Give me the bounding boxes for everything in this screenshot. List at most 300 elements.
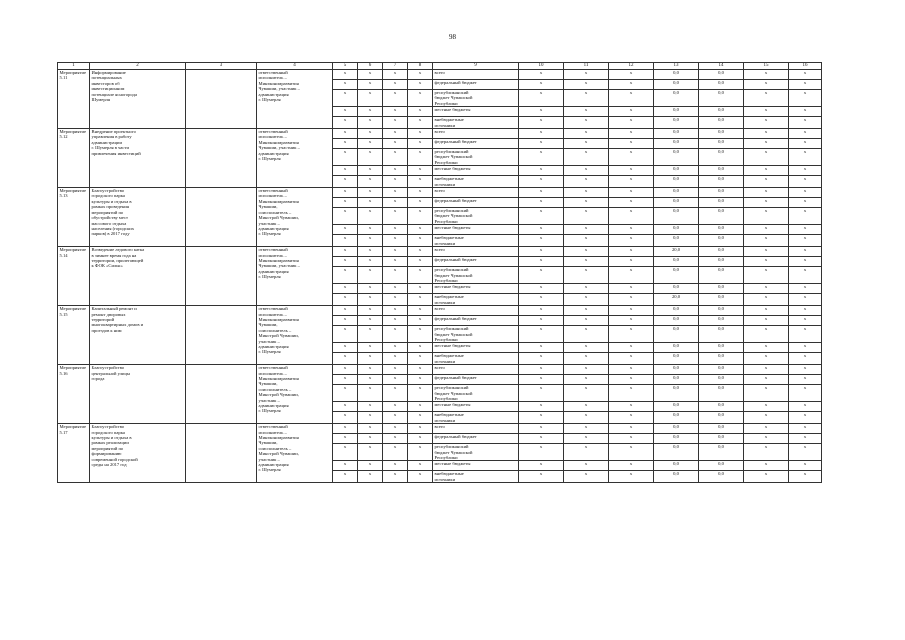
value-cell: x (564, 166, 609, 176)
budget-code-cell: x (383, 306, 408, 316)
value-cell: x (519, 166, 564, 176)
value-cell: x (744, 316, 789, 326)
budget-code-cell: x (408, 70, 433, 80)
value-cell: x (609, 208, 654, 225)
value-cell: x (609, 149, 654, 166)
value-cell: x (744, 257, 789, 267)
value-cell: x (789, 412, 822, 424)
budget-code-cell: x (383, 353, 408, 365)
value-cell: x (519, 461, 564, 471)
value-cell: 0,0 (699, 129, 744, 139)
budget-code-cell: x (333, 70, 358, 80)
value-cell: x (519, 198, 564, 208)
budget-code-cell: x (383, 166, 408, 176)
value-cell: x (744, 434, 789, 444)
budget-code-cell: x (358, 117, 383, 129)
value-cell: x (519, 294, 564, 306)
value-cell: x (519, 434, 564, 444)
value-cell: 0,0 (699, 176, 744, 188)
value-cell: x (789, 461, 822, 471)
value-cell: x (519, 257, 564, 267)
value-cell: x (609, 166, 654, 176)
budget-code-cell: x (383, 343, 408, 353)
value-cell: 0,0 (699, 247, 744, 257)
value-cell: x (519, 235, 564, 247)
event-name-cell: Информирование потенциальных инвесторов об инвестиционном потенциале ясногорода Шумерля (90, 70, 186, 129)
value-cell: x (789, 247, 822, 257)
value-cell: x (519, 247, 564, 257)
budget-code-cell: x (358, 365, 383, 375)
budget-code-cell: x (333, 80, 358, 90)
value-cell: x (744, 139, 789, 149)
funding-source-cell: республиканский бюджет Чувашской Республики (433, 149, 519, 166)
budget-code-cell: x (333, 188, 358, 198)
budget-code-cell: x (383, 257, 408, 267)
column-number-cell: 8 (408, 63, 433, 70)
value-cell: 0,0 (699, 353, 744, 365)
funding-source-cell: местные бюджеты (433, 402, 519, 412)
value-cell: x (519, 117, 564, 129)
budget-code-cell: x (408, 365, 433, 375)
value-cell: x (519, 402, 564, 412)
value-cell: x (789, 267, 822, 284)
event-id-cell: Мероприятие 5.11 (58, 70, 90, 129)
budget-code-cell: x (358, 149, 383, 166)
value-cell: 0,0 (654, 385, 699, 402)
budget-code-cell: x (383, 326, 408, 343)
value-cell: x (789, 365, 822, 375)
value-cell: x (519, 306, 564, 316)
empty-cell (186, 365, 257, 424)
value-cell: x (744, 326, 789, 343)
funding-source-cell: местные бюджеты (433, 107, 519, 117)
value-cell: 0,0 (654, 176, 699, 188)
value-cell: 0,0 (699, 402, 744, 412)
budget-code-cell: x (408, 326, 433, 343)
event-name-cell: Капитальный ремонт и ремонт дворовых территорий многоквартирных домов и проездов к ним (90, 306, 186, 365)
funding-source-cell: федеральный бюджет (433, 434, 519, 444)
budget-code-cell: x (358, 343, 383, 353)
value-cell: x (789, 117, 822, 129)
budget-code-cell: x (358, 198, 383, 208)
responsible-cell: ответственный исполнитель – Минэкономразвития Чувашии, участник – администрация г. Шумерля (257, 129, 333, 188)
funding-source-cell: всего (433, 306, 519, 316)
responsible-cell: ответственный исполнитель – Минэкономразвития Чувашии, участник – администрация г. Шумерля (257, 247, 333, 306)
value-cell: 0,0 (699, 444, 744, 461)
event-name-cell: Возведение ледового катка в зимнее время года на территории, прилегающей к ФОК «Сильк» (90, 247, 186, 306)
budget-code-cell: x (358, 257, 383, 267)
value-cell: x (564, 247, 609, 257)
value-cell: x (744, 444, 789, 461)
value-cell: x (744, 424, 789, 434)
value-cell: x (609, 129, 654, 139)
budget-code-cell: x (358, 139, 383, 149)
value-cell: x (744, 198, 789, 208)
value-cell: x (519, 365, 564, 375)
value-cell: 0,0 (654, 267, 699, 284)
event-name-cell: Внедрение проектного управления в работу администрации г. Шумерля в части привлечения инвестиций (90, 129, 186, 188)
budget-code-cell: x (358, 267, 383, 284)
event-name-cell: Благоустройство центральной улицы города (90, 365, 186, 424)
budget-code-cell: x (383, 434, 408, 444)
budget-code-cell: x (333, 471, 358, 483)
value-cell: 0,0 (699, 434, 744, 444)
value-cell: x (519, 149, 564, 166)
value-cell: x (519, 316, 564, 326)
value-cell: x (789, 107, 822, 117)
budget-code-cell: x (383, 117, 408, 129)
budget-code-cell: x (408, 139, 433, 149)
value-cell: x (564, 294, 609, 306)
value-cell: x (789, 80, 822, 90)
funding-source-cell: местные бюджеты (433, 461, 519, 471)
value-cell: x (564, 176, 609, 188)
value-cell: x (564, 434, 609, 444)
column-number-cell: 16 (789, 63, 822, 70)
event-id-cell: Мероприятие 5.14 (58, 247, 90, 306)
funding-source-cell: внебюджетные источники (433, 176, 519, 188)
budget-code-cell: x (408, 471, 433, 483)
value-cell: 0,0 (654, 80, 699, 90)
value-cell: x (789, 139, 822, 149)
value-cell: x (609, 225, 654, 235)
funding-source-cell: всего (433, 365, 519, 375)
value-cell: 0,0 (699, 90, 744, 107)
value-cell: 0,0 (654, 225, 699, 235)
table-row (58, 306, 822, 316)
budget-code-cell: x (358, 375, 383, 385)
value-cell: 20,0 (654, 247, 699, 257)
budget-code-cell: x (358, 247, 383, 257)
budget-code-cell: x (408, 385, 433, 402)
value-cell: x (744, 461, 789, 471)
value-cell: x (564, 444, 609, 461)
budget-code-cell: x (408, 188, 433, 198)
value-cell: x (609, 412, 654, 424)
value-cell: 0,0 (654, 284, 699, 294)
budget-code-cell: x (383, 176, 408, 188)
value-cell: 0,0 (654, 444, 699, 461)
budget-code-cell: x (358, 107, 383, 117)
value-cell: x (789, 375, 822, 385)
funding-source-cell: местные бюджеты (433, 225, 519, 235)
budget-code-cell: x (333, 402, 358, 412)
column-number-cell: 2 (90, 63, 186, 70)
value-cell: x (519, 107, 564, 117)
budget-code-cell: x (408, 461, 433, 471)
value-cell: x (609, 471, 654, 483)
value-cell: x (609, 257, 654, 267)
value-cell: x (789, 306, 822, 316)
value-cell: x (744, 471, 789, 483)
budget-code-cell: x (408, 80, 433, 90)
budget-code-cell: x (358, 306, 383, 316)
funding-source-cell: внебюджетные источники (433, 235, 519, 247)
budget-code-cell: x (358, 284, 383, 294)
value-cell: x (744, 284, 789, 294)
budget-code-cell: x (408, 434, 433, 444)
value-cell: x (564, 326, 609, 343)
responsible-cell: ответственный исполнитель – Минэкономразвития Чувашии, соисполнитель – Минстрой Чувашии, участник – администрация г. Шумерля (257, 424, 333, 483)
budget-code-cell: x (333, 306, 358, 316)
budget-code-cell: x (333, 326, 358, 343)
value-cell: x (519, 284, 564, 294)
budget-code-cell: x (383, 149, 408, 166)
funding-source-cell: местные бюджеты (433, 284, 519, 294)
budget-code-cell: x (383, 80, 408, 90)
value-cell: 0,0 (699, 284, 744, 294)
value-cell: x (744, 90, 789, 107)
value-cell: 0,0 (654, 208, 699, 225)
value-cell: x (564, 70, 609, 80)
value-cell: x (744, 208, 789, 225)
value-cell: x (789, 257, 822, 267)
column-number-cell: 12 (609, 63, 654, 70)
value-cell: x (789, 343, 822, 353)
table-row (58, 188, 822, 198)
value-cell: 0,0 (654, 257, 699, 267)
column-number-cell: 6 (358, 63, 383, 70)
value-cell: x (789, 402, 822, 412)
value-cell: 0,0 (654, 365, 699, 375)
value-cell: x (609, 198, 654, 208)
page-number: 98 (449, 33, 456, 41)
budget-code-cell: x (358, 353, 383, 365)
budget-code-cell: x (408, 176, 433, 188)
value-cell: 0,0 (699, 471, 744, 483)
value-cell: x (609, 107, 654, 117)
value-cell: x (789, 90, 822, 107)
value-cell: x (609, 294, 654, 306)
value-cell: x (609, 343, 654, 353)
responsible-cell: ответственный исполнитель – Минэкономразвития Чувашии, соисполнитель – Минстрой Чувашии, участник – администрация г. Шумерля (257, 188, 333, 247)
budget-code-cell: x (408, 343, 433, 353)
value-cell: x (609, 284, 654, 294)
value-cell: x (744, 402, 789, 412)
value-cell: x (519, 129, 564, 139)
budget-code-cell: x (333, 139, 358, 149)
value-cell: x (609, 235, 654, 247)
value-cell: x (519, 225, 564, 235)
value-cell: x (564, 225, 609, 235)
value-cell: 0,0 (654, 117, 699, 129)
budget-code-cell: x (333, 461, 358, 471)
budget-code-cell: x (333, 284, 358, 294)
table-row (58, 424, 822, 434)
value-cell: x (609, 70, 654, 80)
budget-code-cell: x (383, 208, 408, 225)
budget-code-cell: x (408, 117, 433, 129)
budget-code-cell: x (408, 247, 433, 257)
empty-cell (186, 188, 257, 247)
budget-code-cell: x (408, 149, 433, 166)
funding-source-cell: федеральный бюджет (433, 198, 519, 208)
budget-code-cell: x (358, 471, 383, 483)
value-cell: x (564, 149, 609, 166)
empty-cell (186, 129, 257, 188)
value-cell: x (564, 343, 609, 353)
funding-source-cell: республиканский бюджет Чувашской Республики (433, 267, 519, 284)
value-cell: x (564, 471, 609, 483)
value-cell: x (609, 316, 654, 326)
value-cell: x (564, 208, 609, 225)
value-cell: x (564, 424, 609, 434)
value-cell: x (744, 188, 789, 198)
value-cell: x (519, 208, 564, 225)
value-cell: x (564, 306, 609, 316)
value-cell: x (744, 166, 789, 176)
value-cell: 0,0 (699, 188, 744, 198)
budget-code-cell: x (408, 444, 433, 461)
budget-code-cell: x (358, 166, 383, 176)
value-cell: x (519, 385, 564, 402)
budget-code-cell: x (408, 284, 433, 294)
value-cell: 0,0 (654, 166, 699, 176)
budget-code-cell: x (383, 412, 408, 424)
value-cell: 0,0 (699, 326, 744, 343)
value-cell: 0,0 (699, 70, 744, 80)
value-cell: x (564, 365, 609, 375)
value-cell: x (564, 90, 609, 107)
value-cell: x (789, 353, 822, 365)
column-number-cell: 7 (383, 63, 408, 70)
value-cell: 0,0 (699, 306, 744, 316)
budget-code-cell: x (408, 129, 433, 139)
value-cell: x (564, 107, 609, 117)
budget-code-cell: x (358, 188, 383, 198)
value-cell: x (744, 412, 789, 424)
value-cell: x (609, 434, 654, 444)
value-cell: x (789, 294, 822, 306)
value-cell: 0,0 (699, 225, 744, 235)
funding-source-cell: федеральный бюджет (433, 375, 519, 385)
value-cell: 0,0 (699, 107, 744, 117)
value-cell: x (564, 267, 609, 284)
value-cell: x (519, 424, 564, 434)
value-cell: 0,0 (699, 267, 744, 284)
budget-code-cell: x (358, 129, 383, 139)
budget-code-cell: x (383, 385, 408, 402)
value-cell: 0,0 (699, 412, 744, 424)
budget-code-cell: x (408, 353, 433, 365)
value-cell: x (564, 461, 609, 471)
budget-code-cell: x (383, 424, 408, 434)
budget-code-cell: x (408, 257, 433, 267)
value-cell: x (564, 117, 609, 129)
column-number-cell: 4 (257, 63, 333, 70)
funding-source-cell: внебюджетные источники (433, 117, 519, 129)
budget-code-cell: x (333, 90, 358, 107)
value-cell: x (789, 385, 822, 402)
budget-code-cell: x (383, 461, 408, 471)
budget-code-cell: x (408, 198, 433, 208)
funding-source-cell: федеральный бюджет (433, 316, 519, 326)
budget-code-cell: x (333, 444, 358, 461)
value-cell: 0,0 (699, 139, 744, 149)
table-body (58, 63, 822, 483)
budget-table (57, 62, 822, 483)
value-cell: x (609, 375, 654, 385)
value-cell: x (519, 412, 564, 424)
value-cell: x (744, 235, 789, 247)
budget-code-cell: x (408, 316, 433, 326)
value-cell: 20,0 (654, 294, 699, 306)
budget-code-cell: x (408, 208, 433, 225)
table-row (58, 365, 822, 375)
value-cell: x (564, 316, 609, 326)
budget-code-cell: x (333, 424, 358, 434)
funding-source-cell: местные бюджеты (433, 166, 519, 176)
budget-code-cell: x (333, 375, 358, 385)
value-cell: x (564, 375, 609, 385)
budget-code-cell: x (358, 235, 383, 247)
budget-code-cell: x (333, 129, 358, 139)
value-cell: x (519, 375, 564, 385)
budget-code-cell: x (358, 424, 383, 434)
budget-code-cell: x (358, 434, 383, 444)
value-cell: x (519, 444, 564, 461)
value-cell: x (519, 326, 564, 343)
budget-code-cell: x (383, 198, 408, 208)
value-cell: 0,0 (654, 375, 699, 385)
event-name-cell: Благоустройство городского парка культуры и отдыха в рамках реализации мероприятий по формированию современной городской среды на 2017 год (90, 424, 186, 483)
value-cell: x (744, 70, 789, 80)
value-cell: x (609, 117, 654, 129)
funding-source-cell: внебюджетные источники (433, 471, 519, 483)
value-cell: x (789, 434, 822, 444)
event-id-cell: Мероприятие 5.12 (58, 129, 90, 188)
value-cell: x (519, 343, 564, 353)
value-cell: x (609, 188, 654, 198)
value-cell: x (564, 235, 609, 247)
value-cell: 0,0 (699, 198, 744, 208)
table-row (58, 70, 822, 80)
value-cell: 0,0 (654, 402, 699, 412)
budget-code-cell: x (358, 385, 383, 402)
value-cell: x (519, 188, 564, 198)
value-cell: x (744, 129, 789, 139)
value-cell: 0,0 (654, 434, 699, 444)
value-cell: 0,0 (699, 80, 744, 90)
event-id-cell: Мероприятие 5.13 (58, 188, 90, 247)
budget-code-cell: x (333, 225, 358, 235)
value-cell: x (789, 225, 822, 235)
value-cell: x (789, 316, 822, 326)
value-cell: x (609, 365, 654, 375)
budget-code-cell: x (383, 225, 408, 235)
budget-code-cell: x (383, 107, 408, 117)
value-cell: x (609, 326, 654, 343)
budget-code-cell: x (333, 117, 358, 129)
value-cell: x (744, 247, 789, 257)
responsible-cell: ответственный исполнитель – Минэкономразвития Чувашии, соисполнитель – Минстрой Чувашии, участник – администрация г. Шумерля (257, 365, 333, 424)
value-cell: 0,0 (654, 129, 699, 139)
budget-code-cell: x (383, 284, 408, 294)
value-cell: x (744, 80, 789, 90)
column-number-cell: 14 (699, 63, 744, 70)
budget-code-cell: x (333, 267, 358, 284)
value-cell: x (789, 284, 822, 294)
value-cell: x (609, 461, 654, 471)
value-cell: 0,0 (654, 70, 699, 80)
budget-code-cell: x (383, 471, 408, 483)
value-cell: 0,0 (654, 353, 699, 365)
value-cell: x (519, 90, 564, 107)
value-cell: x (744, 306, 789, 316)
value-cell: 0,0 (654, 343, 699, 353)
value-cell: x (789, 198, 822, 208)
budget-code-cell: x (383, 139, 408, 149)
